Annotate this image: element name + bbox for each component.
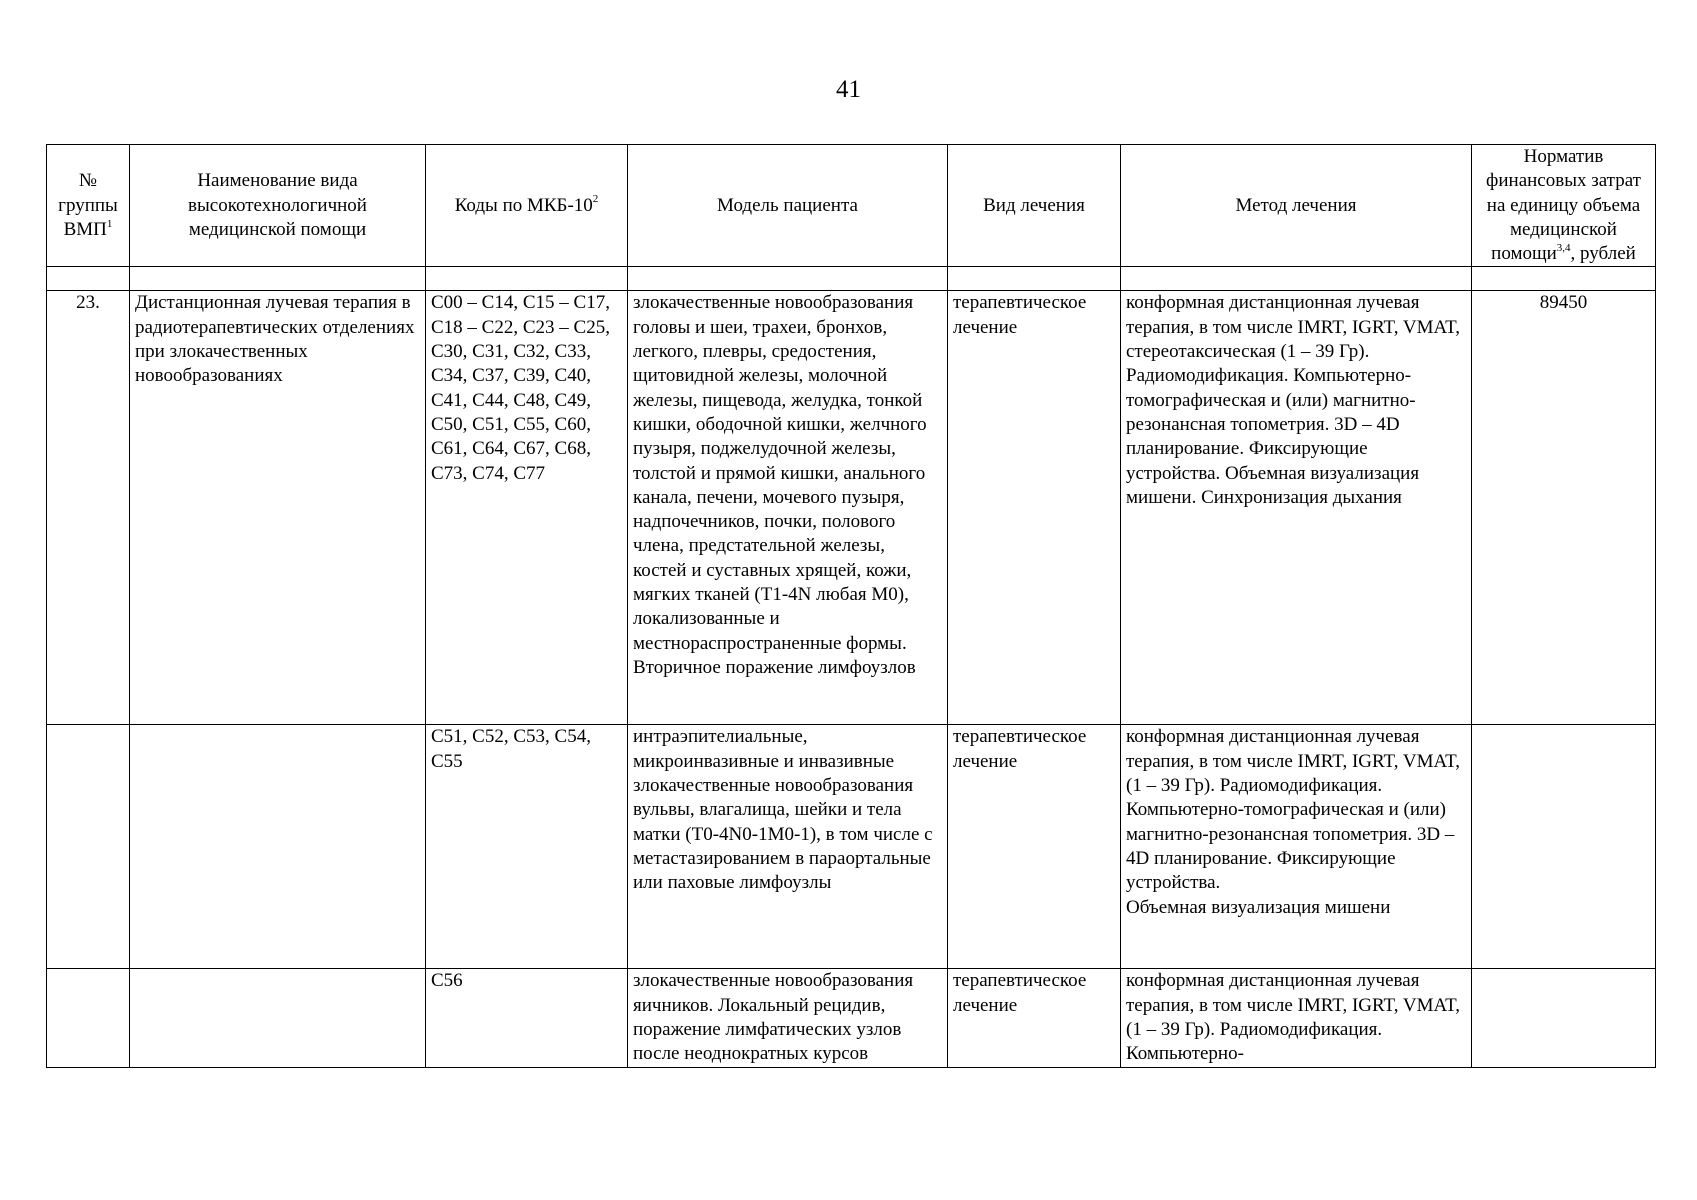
cell-treatment: терапевтическое лечение [948,291,1121,725]
table-row [47,725,1656,969]
header-cost-standard: Норматив финансовых затрат на единицу объема медицинской помощи$^{3,4}$, рублей [1472,145,1656,267]
table-spacer-row [47,267,1656,291]
cell-model: злокачественные новообразования головы и шеи, трахеи, бронхов, легкого, плевры, средостения, щитовидной железы, молочной железы, пищевода, желудка, тонкой кишки, ободочной кишки, желчного пузыря, поджелудочной железы, толстой и прямой кишки, анального канала, печени, мочевого пузыря, надпочечников, почки, полового члена, предстательной железы, костей и суставных хрящей, кожи, мягких тканей (T1-4N любая M0), локализованные и местнораспространенные формы. Вторичное поражение лимфоузлов [628,291,948,725]
cell-method: конформная дистанционная лучевая терапия, в том числе IMRT, IGRT, VMAT, стереотаксическая (1 – 39 Гр). Радиомодификация. Компьютерно-томографическая и (или) магнитно-резонансная топометрия. 3D – 4D планирование. Фиксирующие устройства. Объемная визуализация мишени. Синхронизация дыхания [1121,291,1472,725]
cell-method: конформная дистанционная лучевая терапия, в том числе IMRT, IGRT, VMAT, (1 – 39 Гр). Радиомодификация. Компьютерно- [1121,969,1472,1067]
header-care-type: Наименование вида высокотехнологичной медицинской помощи [130,145,426,267]
header-treatment-method: Метод лечения [1121,145,1472,267]
cell-name: Дистанционная лучевая терапия в радиотерапевтических отделениях при злокачественных новообразованиях [130,291,426,725]
cell-codes: C56 [426,969,628,1067]
cell-cost [1472,725,1656,969]
cell-group: 23. [47,291,130,725]
cell-model: интраэпителиальные, микроинвазивные и инвазивные злокачественные новообразования вульвы, влагалища, шейки и тела матки (T0-4N0-1M0-1), в том числе с метастазированием в параортальные или паховые лимфоузлы [628,725,948,969]
cell-cost [1472,969,1656,1067]
cell-group [47,969,130,1067]
cell-group [47,725,130,969]
header-treatment-type: Вид лечения [948,145,1121,267]
cell-name [130,725,426,969]
table-header-row [47,145,1656,267]
cell-codes: C51, C52, C53, C54, C55 [426,725,628,969]
cell-treatment: терапевтическое лечение [948,969,1121,1067]
cell-cost: 89450 [1472,291,1656,725]
header-group-number: № группы ВМП$^1$ [47,145,130,267]
header-icd-codes: Коды по МКБ-$10^2$ [426,145,628,267]
vmp-table [46,144,1656,1068]
method-text: конформная дистанционная лучевая терапия, в том числе IMRT, IGRT, VMAT, (1 – 39 Гр). Радиомодификация. Компьютерно-томографическая и (или) магнитно-резонансная топометрия. 3D – 4D планирование. Фиксирующие устройства. [1126,726,1461,894]
table-row [47,291,1656,725]
table-row [47,969,1656,1067]
cell-treatment: терапевтическое лечение [948,725,1121,969]
cell-codes: C00 – C14, C15 – C17, C18 – C22, C23 – C25, C30, C31, C32, C33, C34, C37, C39, C40, C41, C44, C48, C49, C50, C51, C55, C60, C61, C64, C67, C68, C73, C74, C77 [426,291,628,725]
method-extra-text: Объемная визуализация мишени [1126,896,1391,918]
header-patient-model: Модель пациента [628,145,948,267]
cell-name [130,969,426,1067]
cell-method [1121,725,1472,969]
cell-model: злокачественные новообразования яичников. Локальный рецидив, поражение лимфатических узлов после неоднократных курсов [628,969,948,1067]
page-number: 41 [836,76,861,103]
